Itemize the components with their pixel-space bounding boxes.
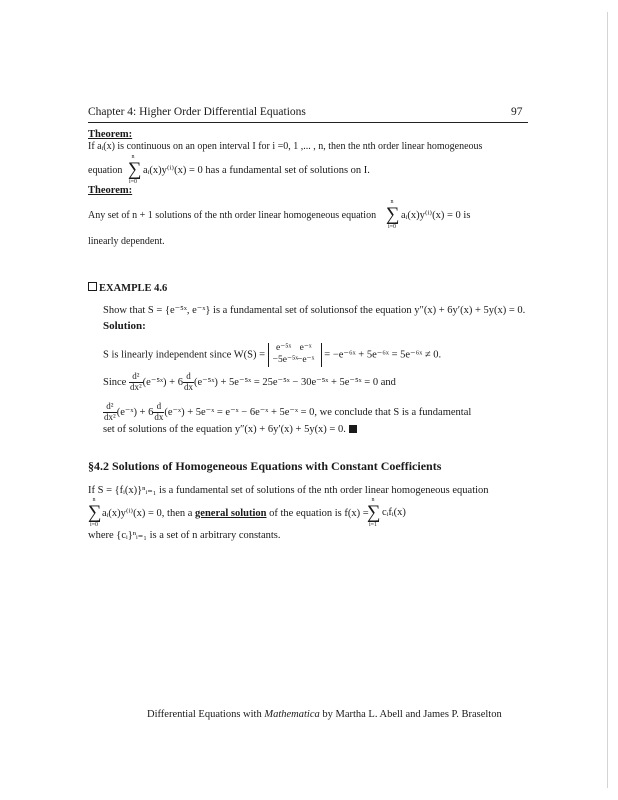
- general-solution-term: general solution: [195, 508, 267, 519]
- page-footer: Differential Equations with Mathematica by Martha L. Abell and James P. Braselton: [147, 709, 502, 720]
- theorem-title-2: Theorem:: [88, 185, 133, 196]
- second-derivative-operator: $\frac{\text{d²}}{\text{dx²}}$: [104, 401, 116, 422]
- section-line-3: where {cᵢ}ⁿᵢ₌₁ is a set of n arbitrary constants.: [88, 530, 281, 541]
- theorem-statement: If aᵢ(x) is continuous on an open interval I for i =0, 1 ,... , n, then the nth order linear homogeneous: [88, 141, 483, 152]
- derivative-operator: $\frac{d}{dx}$: [183, 371, 193, 392]
- wronskian-line: S is linearly independent since W(S) = e⁻⁵ˣ e⁻ˣ −5e⁻⁵ˣ−e⁻ˣ = −e⁻⁶ˣ + 5e⁻⁶ˣ = 5e⁻⁶ˣ ≠ 0.: [103, 343, 442, 365]
- example-problem: Show that S = {e⁻⁵ˣ, e⁻ˣ} is a fundamental set of solutionsof the equation y″(x) + 6y′(x) + 5y(x) = 0.: [103, 305, 526, 316]
- chapter-header: Chapter 4: Higher Order Differential Equations: [88, 106, 306, 118]
- section-title: §4.2 Solutions of Homogeneous Equations with Constant Coefficients: [88, 459, 442, 473]
- derivative-operator: $\frac{d}{dx}$: [154, 401, 164, 422]
- theorem-equation-label: equation: [88, 165, 123, 176]
- theorem2-conclusion: linearly dependent.: [88, 236, 165, 247]
- example-heading: EXAMPLE 4.6: [88, 282, 167, 294]
- verification-line-1: Since $\frac{\text{d²}}{\text{dx²}}$ (e⁻⁵ˣ) + 6 $\frac{d}{dx}$ (e⁻⁵ˣ) + 5e⁻⁵ˣ = 25e⁻⁵ˣ − 30e⁻⁵ˣ + 5e⁻⁵ˣ = 0 and: [103, 371, 396, 392]
- second-derivative-operator: $\frac{\text{d²}}{\text{dx²}}$: [129, 371, 142, 392]
- solution-title: Solution:: [103, 320, 146, 332]
- checkbox-icon: [88, 282, 97, 291]
- general-solution-formula: cᵢfᵢ(x): [382, 507, 406, 518]
- summation-symbol: n ∑ i=1: [367, 497, 381, 528]
- wronskian-determinant: e⁻⁵ˣ e⁻ˣ −5e⁻⁵ˣ−e⁻ˣ: [268, 343, 322, 367]
- page-number: 97: [511, 106, 523, 118]
- verification-line-2: $\frac{\text{d²}}{\text{dx²}}$ (e⁻ˣ) + 6 $\frac{d}{dx}$ (e⁻ˣ) + 5e⁻ˣ = e⁻ˣ − 6e⁻ˣ + 5e⁻ˣ = 0, we conclude that S is a fundamental: [104, 401, 472, 422]
- summation-symbol: n ∑ i=0: [386, 199, 400, 230]
- example-conclusion: set of solutions of the equation y″(x) + 6y′(x) + 5y(x) = 0.: [103, 424, 357, 435]
- section-line-1: If S = {fᵢ(x)}ⁿᵢ₌₁ is a fundamental set of solutions of the nth order linear homogeneous equation: [88, 485, 489, 496]
- theorem2-statement: Any set of n + 1 solutions of the nth order linear homogeneous equation: [88, 210, 377, 221]
- qed-square-icon: [349, 425, 357, 433]
- summation-symbol: n ∑ i=0: [128, 154, 142, 185]
- theorem-equation: aᵢ(x)y⁽ⁱ⁾(x) = 0 has a fundamental set of solutions on I.: [143, 165, 370, 176]
- theorem2-equation: aᵢ(x)y⁽ⁱ⁾(x) = 0 is: [401, 210, 471, 221]
- summation-symbol: n ∑ i=0: [88, 497, 102, 528]
- theorem-title: Theorem:: [88, 129, 133, 140]
- page-edge-rule: [607, 12, 608, 788]
- header-rule: [88, 122, 528, 123]
- section-line-2: aᵢ(x)y⁽ⁱ⁾(x) = 0, then a general solution of the equation is f(x) =: [102, 508, 369, 519]
